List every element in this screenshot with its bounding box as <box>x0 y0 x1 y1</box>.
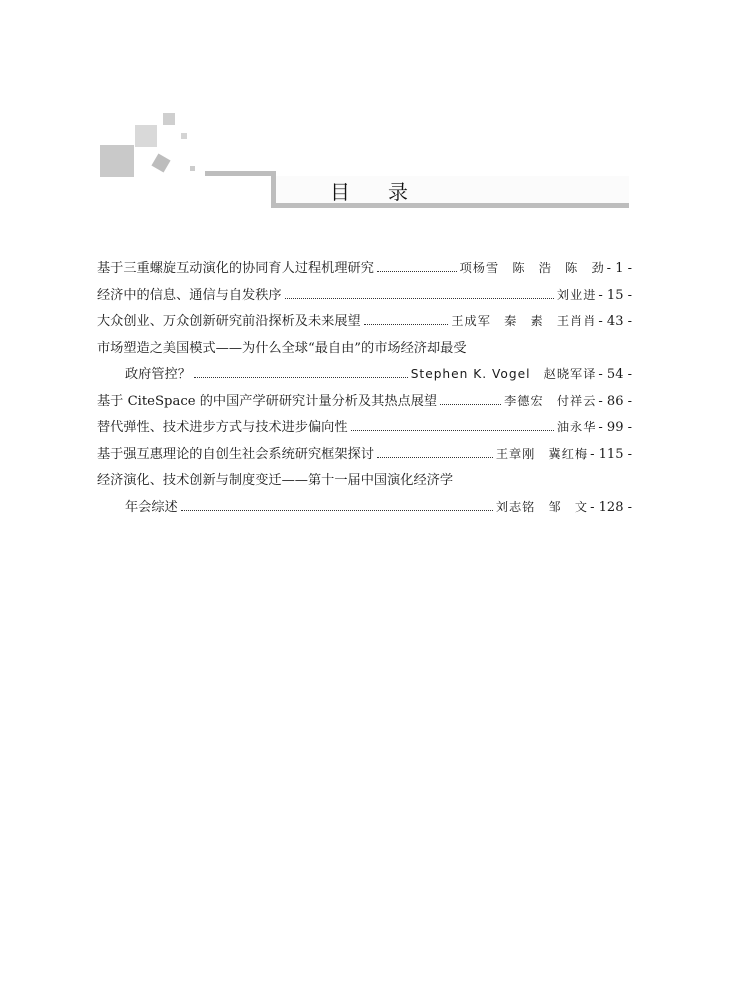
entry-title: 政府管控？ <box>125 367 191 382</box>
toc-entry[interactable] <box>97 443 632 470</box>
decor-square <box>100 145 134 177</box>
toc-entry[interactable] <box>97 469 632 496</box>
dot-leader <box>377 457 493 458</box>
entry-page: - 115 - <box>590 446 632 462</box>
dot-leader <box>285 298 554 299</box>
entry-author: 李德宏 付祥云 <box>504 393 597 408</box>
entry-author: 刘业进 <box>556 287 597 302</box>
decor-square <box>135 125 157 147</box>
entry-title: 年会综述 <box>125 499 178 515</box>
page-title: 目录 <box>330 180 446 204</box>
entry-author: 油永华 <box>556 420 597 434</box>
entry-author: 刘志铭 邹 文 <box>495 499 589 514</box>
dot-leader <box>364 324 449 325</box>
table-of-contents <box>97 257 632 522</box>
toc-entry[interactable] <box>97 257 632 284</box>
toc-entry[interactable] <box>97 390 632 417</box>
dot-leader <box>194 377 408 378</box>
title-rule <box>271 203 629 208</box>
entry-page: - 43 - <box>598 314 632 329</box>
entry-author: 项杨雪 陈 浩 陈 劲 <box>459 261 605 275</box>
entry-author: 王成军 秦 素 王肖肖 <box>451 314 597 328</box>
entry-title: 大众创业、万众创新研究前沿探析及未来展望 <box>97 314 361 329</box>
toc-entry[interactable] <box>97 496 632 523</box>
entry-title: 替代弹性、技术进步方式与技术进步偏向性 <box>97 420 348 435</box>
entry-author: Stephen K. Vogel 赵晓军译 <box>410 367 597 381</box>
dot-leader <box>377 271 457 272</box>
entry-page: - 128 - <box>590 499 632 515</box>
toc-entry[interactable] <box>97 363 632 390</box>
title-rule <box>205 171 275 176</box>
decor-square <box>163 113 175 125</box>
toc-entry[interactable] <box>97 416 632 443</box>
entry-page: - 86 - <box>598 393 632 409</box>
entry-title: 基于强互惠理论的自创生社会系统研究框架探讨 <box>97 446 374 462</box>
entry-title: 经济演化、技术创新与制度变迁——第十一届中国演化经济学 <box>97 473 454 488</box>
entry-page: - 15 - <box>598 287 632 303</box>
decor-square <box>151 153 170 172</box>
dot-leader <box>440 404 501 405</box>
entry-title: 经济中的信息、通信与自发秩序 <box>97 287 282 303</box>
entry-title: 基于三重螺旋互动演化的协同育人过程机理研究 <box>97 261 374 276</box>
toc-entry[interactable] <box>97 284 632 311</box>
toc-entry[interactable] <box>97 310 632 337</box>
toc-entry[interactable] <box>97 337 632 364</box>
title-background <box>276 176 629 203</box>
entry-page: - 1 - <box>606 261 632 276</box>
entry-title: 市场塑造之美国模式——为什么全球“最自由”的市场经济却最受 <box>97 340 467 356</box>
entry-title: 基于 CiteSpace 的中国产学研研究计量分析及其热点展望 <box>97 393 438 409</box>
entry-page: - 54 - <box>598 367 632 382</box>
dot-leader <box>351 430 554 431</box>
entry-page: - 99 - <box>598 420 632 435</box>
entry-author: 王章刚 冀红梅 <box>495 446 589 461</box>
decor-square <box>190 166 195 171</box>
dot-leader <box>181 510 493 511</box>
decor-square <box>181 133 187 139</box>
